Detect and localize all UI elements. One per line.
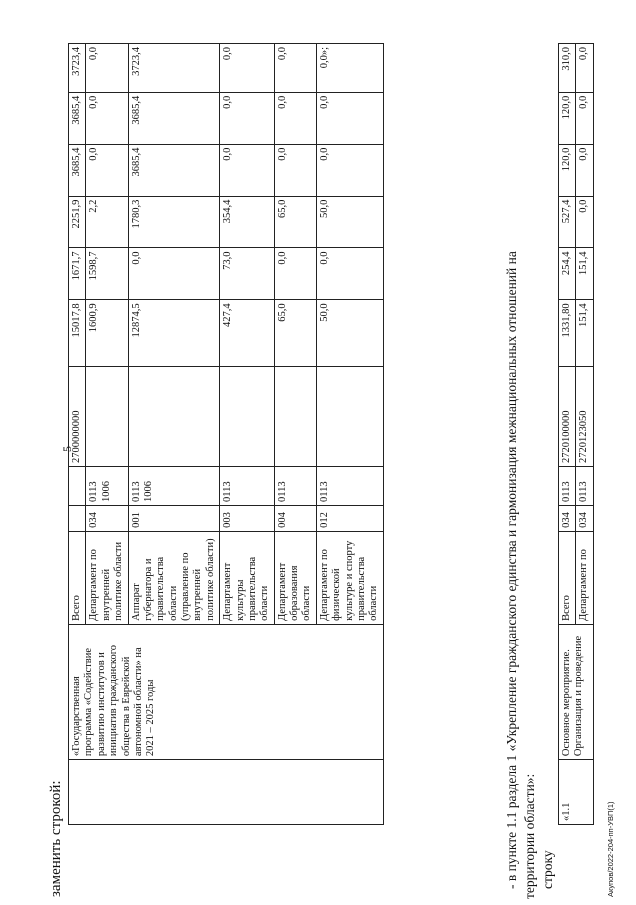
value-cell: 0,0 (576, 144, 593, 196)
program-title: «Государственная программа «Содействие развитию институтов и инициатив гражданского общества в Еврейской автономной области» на 2021 – 2025 годы (69, 624, 384, 759)
value-cell: 3685,4 (69, 92, 86, 144)
grbs-cell: 034 (576, 505, 593, 531)
footer-code: Акупов/2022-204-пп-УВП(1) (606, 801, 615, 897)
table-row (559, 44, 576, 825)
value-cell: 151,4 (576, 248, 593, 300)
csr-cell: 2720100000 (559, 367, 576, 467)
value-cell: 0,0 (274, 44, 316, 93)
event-table (558, 43, 594, 825)
paragraph-line-3: строку (540, 850, 555, 889)
paragraph-line-2: территории области»: (522, 773, 537, 899)
value-cell: 50,0 (316, 300, 383, 367)
value-cell: 1780,3 (128, 196, 220, 248)
event-title-line-2: Организация и проведение (573, 635, 585, 757)
rzpr-cell: 0113 (274, 467, 316, 506)
value-cell: 0,0 (576, 196, 593, 248)
row-name: Аппарат губернатора и правительства области (управление по внутренней политике области) (128, 531, 220, 624)
rzpr-cell: 0113 1006 (86, 467, 128, 506)
intro-text: заменить строкой: (48, 780, 64, 897)
value-cell: 1671,7 (69, 248, 86, 300)
row-name: Всего (559, 531, 576, 624)
grbs-cell: 012 (316, 505, 383, 531)
value-cell: 310,0 (559, 44, 576, 93)
table-row (69, 44, 86, 825)
value-cell: 0,0 (274, 248, 316, 300)
csr-cell (86, 367, 128, 467)
value-cell: 120,0 (559, 144, 576, 196)
value-cell: 1331,80 (559, 300, 576, 367)
value-cell: 15017,8 (69, 300, 86, 367)
event-title-line-1: Основное мероприятие. (561, 649, 572, 757)
page-number: 5 (60, 446, 74, 452)
grbs-cell: 034 (86, 505, 128, 531)
rzpr-cell (69, 467, 86, 506)
value-cell: 0,0 (220, 144, 275, 196)
value-cell: 3685,4 (128, 92, 220, 144)
csr-cell: 2700000000 (69, 367, 86, 467)
rzpr-cell: 0113 1006 (128, 467, 220, 506)
row-name: Департамент по физической культуре и спорту правительства области (316, 531, 383, 624)
value-cell: 65,0 (274, 300, 316, 367)
rzpr-cell: 0113 (220, 467, 275, 506)
rzpr-cell: 0113 (559, 467, 576, 506)
value-cell: 3685,4 (128, 144, 220, 196)
row-name: Департамент по внутренней политике области (86, 531, 128, 624)
value-cell: 0,0 (86, 144, 128, 196)
value-cell: 354,4 (220, 196, 275, 248)
paragraph-line-1: - в пункте 1.1 раздела 1 «Укрепление гражданского единства и гармонизация межнациональных отношений на (504, 251, 519, 889)
value-cell: 65,0 (274, 196, 316, 248)
value-cell: 0,0»; (316, 44, 383, 93)
grbs-cell: 001 (128, 505, 220, 531)
value-cell: 12874,5 (128, 300, 220, 367)
value-cell: 0,0 (316, 248, 383, 300)
value-cell: 1600,9 (86, 300, 128, 367)
grbs-cell (69, 505, 86, 531)
grbs-cell: 003 (220, 505, 275, 531)
grbs-cell: 034 (559, 505, 576, 531)
value-cell: 2251,9 (69, 196, 86, 248)
grbs-cell: 004 (274, 505, 316, 531)
program-table (68, 43, 384, 825)
value-cell: 0,0 (220, 44, 275, 93)
csr-cell (128, 367, 220, 467)
csr-cell: 2720123050 (576, 367, 593, 467)
value-cell: 120,0 (559, 92, 576, 144)
value-cell: 0,0 (86, 92, 128, 144)
value-cell: 151,4 (576, 300, 593, 367)
row-name: Департамент культуры правительства области (220, 531, 275, 624)
value-cell: 3723,4 (128, 44, 220, 93)
value-cell: 0,0 (316, 92, 383, 144)
value-cell: 427,4 (220, 300, 275, 367)
rzpr-cell: 0113 (316, 467, 383, 506)
value-cell: 0,0 (576, 44, 593, 93)
item-number: «1.1 (559, 760, 594, 825)
value-cell: 0,0 (220, 92, 275, 144)
value-cell: 2,2 (86, 196, 128, 248)
value-cell: 0,0 (128, 248, 220, 300)
row-name: Департамент по (576, 531, 593, 624)
event-title (559, 624, 594, 759)
value-cell: 3723,4 (69, 44, 86, 93)
value-cell: 527,4 (559, 196, 576, 248)
value-cell: 3685,4 (69, 144, 86, 196)
value-cell: 254,4 (559, 248, 576, 300)
value-cell: 1598,7 (86, 248, 128, 300)
value-cell: 0,0 (274, 92, 316, 144)
value-cell: 50,0 (316, 196, 383, 248)
csr-cell (316, 367, 383, 467)
value-cell: 0,0 (316, 144, 383, 196)
value-cell: 0,0 (576, 92, 593, 144)
value-cell: 73,0 (220, 248, 275, 300)
row-name: Департамент образования области (274, 531, 316, 624)
rzpr-cell: 0113 (576, 467, 593, 506)
csr-cell (274, 367, 316, 467)
csr-cell (220, 367, 275, 467)
empty-cell (69, 760, 384, 825)
row-name: Всего (69, 531, 86, 624)
value-cell: 0,0 (86, 44, 128, 93)
value-cell: 0,0 (274, 144, 316, 196)
